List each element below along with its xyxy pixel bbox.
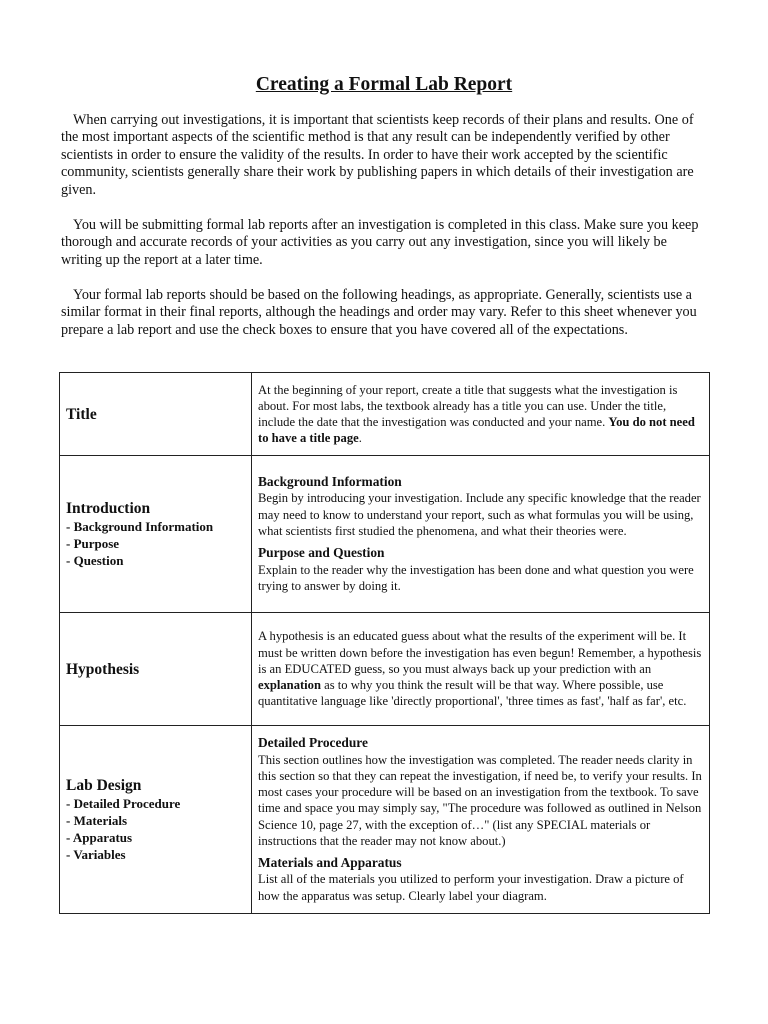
submission-paragraph bbox=[61, 217, 711, 269]
materials-section-title: Materials and Apparatus bbox=[258, 854, 402, 870]
hypothesis-heading-cell bbox=[60, 613, 252, 726]
title-heading-cell bbox=[60, 373, 252, 456]
hypothesis-description-cell bbox=[252, 613, 710, 726]
page-title: Creating a Formal Lab Report bbox=[255, 74, 513, 95]
intro-paragraph-text: When carrying out investigations, it is important that scientists keep records of their plans and results. One of the most important aspects of the scientific method is that any result can be independently verified by other scientists in order to ensure the validity of the results. In order to have their work accepted by the scientific community, scientists generally share their work by publishing papers in which details of their investigation are given. bbox=[61, 112, 694, 198]
table-row-title bbox=[60, 373, 710, 456]
lab-design-description-cell bbox=[252, 726, 710, 914]
background-section-title: Background Information bbox=[258, 473, 402, 489]
materials-section bbox=[258, 855, 703, 904]
table-row-hypothesis bbox=[60, 613, 710, 726]
headings-paragraph bbox=[61, 287, 711, 339]
title-description-text: At the beginning of your report, create a title that suggests what the investigation is about. For most labs, the textbook already has a title you can use. Under the title, include the date that the investigation was conducted and your name. bbox=[258, 382, 678, 429]
submission-paragraph-text: You will be submitting formal lab reports after an investigation is completed in this class. Make sure you keep thorough and accurate records of your activities as you carry out any investigation, since you will likely be writing up the report at a later time. bbox=[61, 217, 699, 268]
introduction-sub-background: - Background Information bbox=[66, 519, 214, 534]
hypothesis-explanation-word: explanation bbox=[258, 678, 321, 693]
procedure-section bbox=[258, 735, 703, 849]
lab-design-sub-apparatus: - Apparatus bbox=[66, 830, 133, 845]
lab-design-sub-materials: - Materials bbox=[66, 813, 128, 828]
background-section bbox=[258, 474, 703, 539]
lab-design-heading: Lab Design bbox=[66, 777, 142, 794]
lab-report-table bbox=[59, 372, 710, 914]
introduction-description-cell bbox=[252, 456, 710, 613]
headings-paragraph-text: Your formal lab reports should be based on the following headings, as appropriate. Generally, scientists use a similar format in their final reports, although the headings and order may vary. Refer to this sheet whenever you prepare a lab report and use the check boxes to ensure that you have covered all of the expectations. bbox=[61, 287, 697, 338]
lab-design-heading-cell bbox=[60, 726, 252, 914]
lab-design-sub-variables: - Variables bbox=[66, 847, 126, 862]
hypothesis-text-end: as to why you think the result will be that way. Where possible, use quantitative language like 'directly proportional', 'three times as fast', 'half as far', etc. bbox=[258, 678, 687, 709]
intro-paragraph bbox=[61, 112, 711, 199]
introduction-heading: Introduction bbox=[66, 500, 151, 517]
title-heading: Title bbox=[66, 405, 97, 423]
procedure-section-title: Detailed Procedure bbox=[258, 735, 368, 751]
procedure-section-text: This section outlines how the investigation was completed. The reader needs clarity in this section so that they can repeat the investigation, if need be, to verify your results. In most cases your procedure will be based on an investigation from the textbook. To save time and space you may simply say, "The procedure was followed as outlined in Nelson Science 10, page 27, with the exception of…" (list any SPECIAL materials or instructions that the reader may not know about.) bbox=[258, 752, 702, 848]
purpose-section-text: Explain to the reader why the investigation has been done and what question you were trying to answer by doing it. bbox=[258, 562, 694, 593]
title-description-cell bbox=[252, 373, 710, 456]
lab-design-sub-procedure: - Detailed Procedure bbox=[66, 796, 181, 811]
introduction-sub-question: - Question bbox=[66, 553, 124, 568]
purpose-section-title: Purpose and Question bbox=[258, 545, 385, 561]
title-page-note: You do not need to have a title page bbox=[258, 415, 695, 446]
table-row-introduction bbox=[60, 456, 710, 613]
hypothesis-heading: Hypothesis bbox=[66, 660, 140, 678]
hypothesis-text: A hypothesis is an educated guess about what the results of the experiment will be. It must be written down before the investigation has even begun! Remember, a hypothesis is an EDUCATED guess, so you must always back up your prediction with an bbox=[258, 629, 702, 676]
title-description-end: . bbox=[358, 431, 362, 446]
background-section-text: Begin by introducing your investigation. Include any specific knowledge that the reader may need to know to understand your report, such as what formulas you will be using, what scientists first studied the phenomena, and what their theories were. bbox=[258, 491, 701, 538]
introduction-sub-purpose: - Purpose bbox=[66, 536, 120, 551]
introduction-heading-cell bbox=[60, 456, 252, 613]
table-row-lab-design bbox=[60, 726, 710, 914]
materials-section-text: List all of the materials you utilized to perform your investigation. Draw a picture of how the apparatus was setup. Clearly label your diagram. bbox=[258, 872, 684, 903]
purpose-section bbox=[258, 545, 703, 594]
